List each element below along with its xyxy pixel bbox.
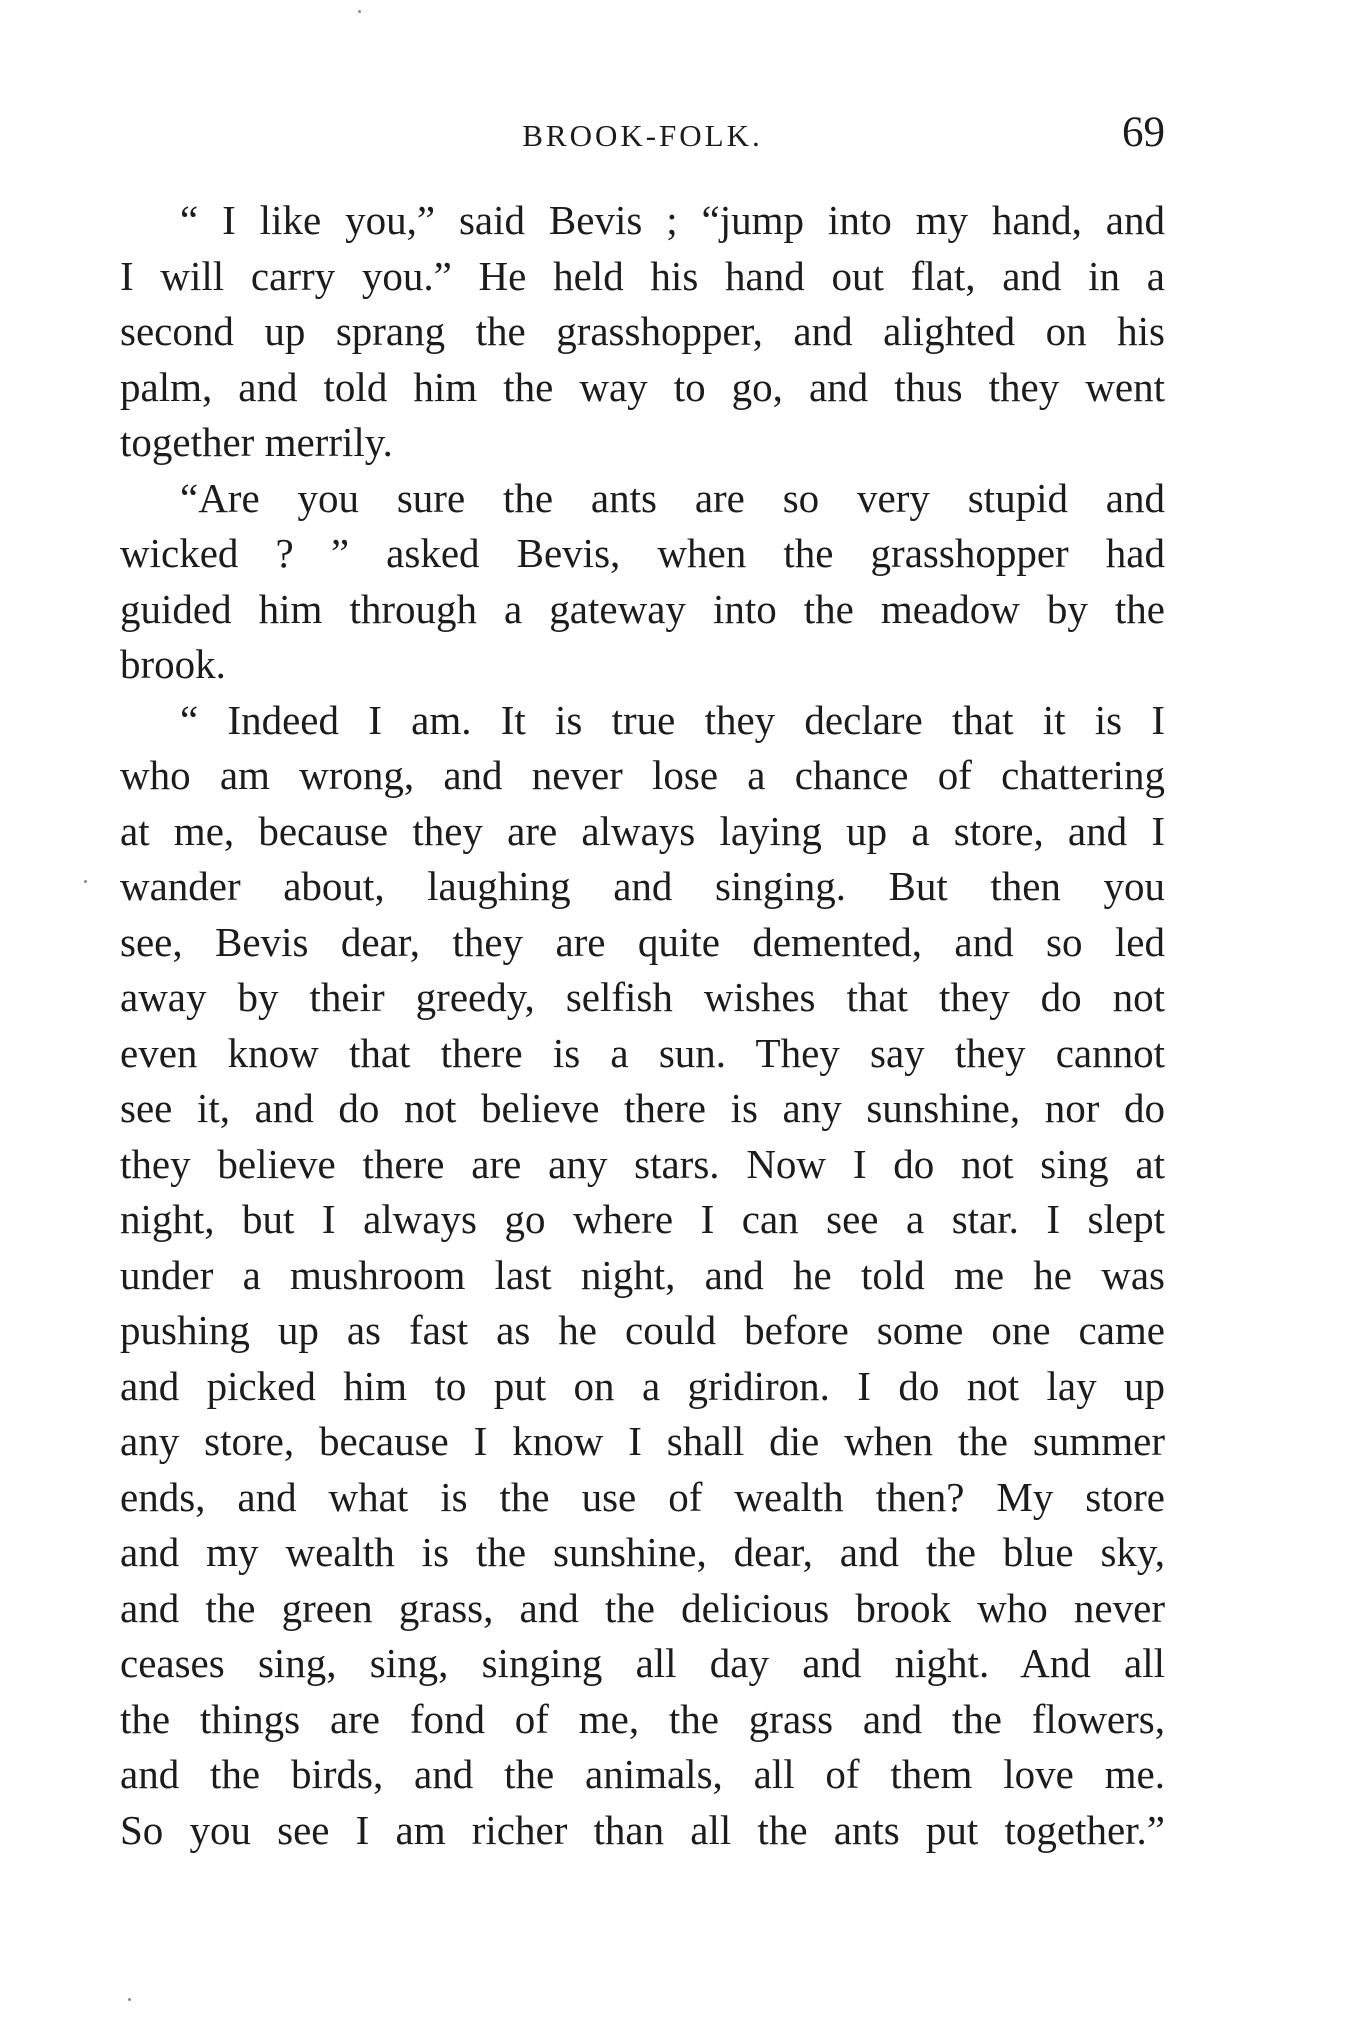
text-line: night, but I always go where I can see a star. I slept (120, 1196, 1165, 1242)
text-line: under a mushroom last night, and he told me he was (120, 1251, 1165, 1298)
text-line: So you see I am richer than all the ants put together.” (120, 1806, 1165, 1853)
text-line: “ Indeed I am. It is true they declare that it is I (180, 696, 1165, 743)
page-header (120, 108, 1165, 168)
text-line: and picked him to put on a gridiron. I do not lay up (120, 1362, 1165, 1409)
text-line: wicked ? ” asked Bevis, when the grasshopper had (120, 530, 1165, 576)
text-line: ends, and what is the use of wealth then? My store (120, 1473, 1165, 1520)
paper-speck (128, 1998, 131, 2001)
paper-speck (84, 880, 87, 883)
text-line: away by their greedy, selfish wishes that they do not (120, 974, 1165, 1020)
text-line: and the green grass, and the delicious brook who never (120, 1584, 1165, 1631)
text-line: ceases sing, sing, singing all day and night. And all (120, 1640, 1165, 1686)
text-line: see, Bevis dear, they are quite demented, and so led (120, 918, 1165, 965)
running-head: BROOK-FOLK. (522, 118, 763, 153)
text-line: and the birds, and the animals, all of them love me. (120, 1751, 1165, 1797)
text-line: “Are you sure the ants are so very stupid and (180, 474, 1165, 521)
text-line: I will carry you.” He held his hand out flat, and in a (120, 252, 1165, 299)
text-line: even know that there is a sun. They say they cannot (120, 1029, 1165, 1076)
text-line: “ I like you,” said Bevis ; “jump into my hand, and (180, 197, 1165, 243)
text-line: together merrily. (120, 419, 393, 465)
text-line: at me, because they are always laying up a store, and I (120, 807, 1165, 854)
text-line: second up sprang the grasshopper, and alighted on his (120, 308, 1165, 354)
text-line: wander about, laughing and singing. But then you (120, 863, 1165, 909)
text-line: any store, because I know I shall die when the summer (120, 1418, 1165, 1464)
paper-speck (358, 10, 361, 13)
text-line: they believe there are any stars. Now I do not sing at (120, 1140, 1165, 1187)
text-line: palm, and told him the way to go, and thus they went (120, 363, 1165, 410)
body-text (120, 193, 1165, 1858)
text-line: and my wealth is the sunshine, dear, and the blue sky, (120, 1529, 1165, 1575)
text-line: guided him through a gateway into the meadow by the (120, 585, 1165, 632)
text-line: pushing up as fast as he could before some one came (120, 1307, 1165, 1353)
text-line: brook. (120, 641, 226, 687)
text-line: the things are fond of me, the grass and the flowers, (120, 1695, 1165, 1742)
text-line: see it, and do not believe there is any sunshine, nor do (120, 1085, 1165, 1131)
text-line: who am wrong, and never lose a chance of chattering (120, 752, 1165, 798)
page-number: 69 (1122, 109, 1165, 156)
